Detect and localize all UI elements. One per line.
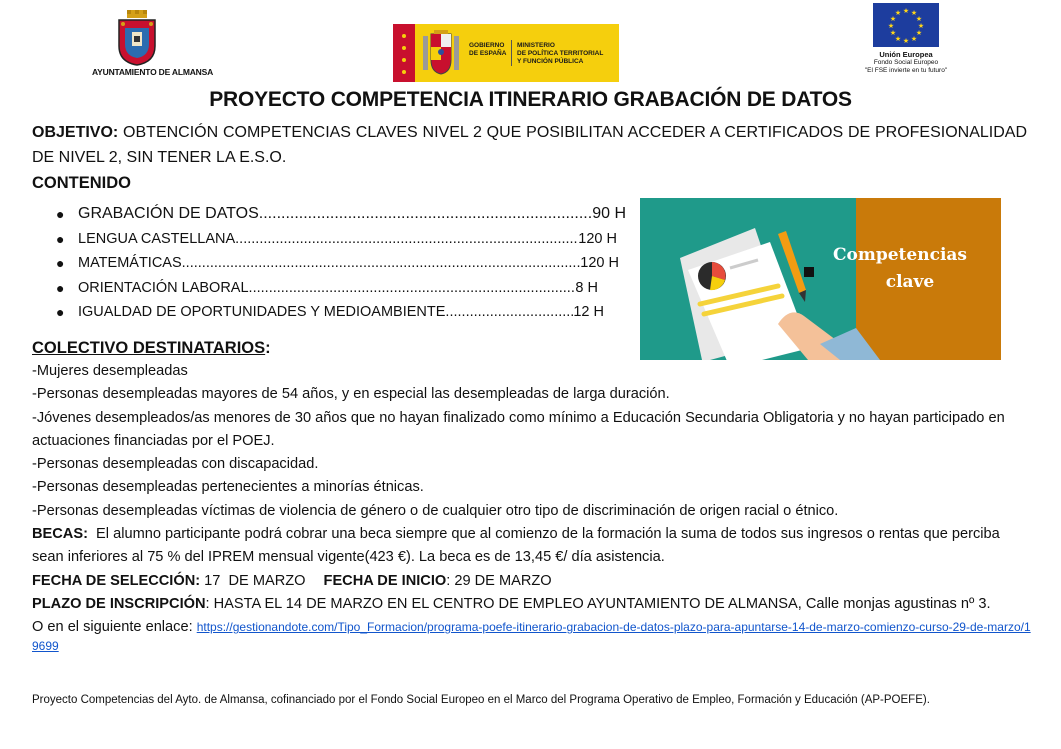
- ue-fund: Fondo Social Europeo: [873, 59, 939, 66]
- almansa-caption: AYUNTAMIENTO DE ALMANSA: [92, 67, 214, 77]
- becas-text: El alumno participante podrá cobrar una beca siempre que al comienzo de la formación la suma de todos sus ingresos o rentas que perciba sean inferiores al 75 % del IPREM mensual vigente(423 €). La beca es de 13,45 €/ día asistencia.: [32, 526, 1004, 566]
- ministerio-line3: Y FUNCIÓN PÚBLICA: [517, 58, 584, 65]
- course-name: MATEMÁTICAS: [78, 255, 182, 271]
- list-item: -Jóvenes desempleados/as menores de 30 años que no hayan finalizado como mínimo a Educación Secundaria Obligatoria y no hayan participado en actuaciones financiadas por el POEJ.: [32, 409, 1005, 449]
- objetivo-section: [32, 120, 1027, 170]
- ministerio-line2: DE POLÍTICA TERRITORIAL: [517, 50, 604, 57]
- course-name: GRABACIÓN DE DATOS: [78, 205, 259, 222]
- contenido-heading: CONTENIDO: [32, 174, 131, 192]
- ministerio-text: [517, 42, 603, 66]
- svg-text:★: ★: [894, 35, 902, 43]
- destinatarios-heading: [32, 339, 271, 358]
- plazo-text: : HASTA EL 14 DE MARZO EN EL CENTRO DE EMPLEO AYUNTAMIENTO DE ALMANSA, Calle monjas agustinas nº 3.: [205, 595, 991, 612]
- becas-paragraph: [32, 523, 1032, 570]
- competencias-clave-illustration: [640, 198, 1001, 360]
- leader-dots: [235, 227, 578, 252]
- svg-text:★: ★: [894, 9, 902, 17]
- course-hours: 12 H: [573, 304, 604, 320]
- svg-text:★: ★: [902, 37, 910, 45]
- bullet-icon: ●: [56, 255, 65, 271]
- destinatarios-label: COLECTIVO DESTINATARIOS: [32, 339, 266, 357]
- list-item: [56, 202, 626, 227]
- plazo-paragraph: [32, 593, 1032, 616]
- becas-label: BECAS:: [32, 526, 88, 543]
- list-item: [56, 300, 604, 325]
- pie-chart-icon: [698, 262, 726, 290]
- list-item: -Personas desempleadas mayores de 54 años, y en especial las desempleadas de larga duración.: [32, 386, 670, 403]
- enlace-paragraph: [32, 618, 1032, 656]
- course-hours: 90 H: [592, 205, 626, 222]
- enlace-prefix: O en el siguiente enlace:: [32, 619, 197, 636]
- destinatarios-colon: :: [265, 339, 271, 357]
- ue-motto: "El FSE invierte en tu futuro": [864, 67, 948, 74]
- bullet-icon: ●: [56, 206, 65, 222]
- objetivo-label: OBJETIVO:: [32, 124, 119, 141]
- gobierno-line1: GOBIERNO: [469, 42, 505, 49]
- leader-dots: [259, 202, 592, 227]
- leader-dots: [445, 300, 573, 325]
- illustration-line1: Competencias: [833, 245, 967, 265]
- svg-text:★: ★: [915, 15, 923, 23]
- svg-text:★: ★: [910, 9, 918, 17]
- course-name: ORIENTACIÓN LABORAL: [78, 279, 249, 296]
- bullet-icon: ●: [56, 230, 65, 247]
- illustration-line2: clave: [885, 272, 935, 292]
- svg-text:★: ★: [887, 22, 895, 30]
- fecha-seleccion-label: FECHA DE SELECCIÓN:: [32, 572, 201, 589]
- gobierno-espana-logo: [393, 24, 619, 82]
- gobierno-text: [469, 42, 506, 58]
- gobierno-line2: DE ESPAÑA: [469, 50, 507, 57]
- leader-dots: [182, 251, 581, 276]
- fecha-seleccion-value: 17 DE MARZO: [200, 572, 306, 589]
- red-flag-stripe: [393, 24, 415, 82]
- eu-flag-icon: [873, 3, 939, 47]
- list-item: -Mujeres desempleadas: [32, 363, 188, 379]
- course-list: [56, 202, 626, 325]
- fecha-inicio-label: FECHA DE INICIO: [323, 572, 447, 589]
- svg-text:★: ★: [902, 7, 910, 15]
- eu-star-circle-icon: [873, 3, 939, 47]
- bullet-icon: ●: [56, 279, 65, 296]
- body-block: [32, 360, 1032, 656]
- ministerio-line1: MINISTERIO: [517, 42, 555, 49]
- objetivo-text: OBTENCIÓN COMPETENCIAS CLAVES NIVEL 2 QUE POSIBILITAN ACCEDER A CERTIFICADOS DE PROFESIONALIDAD DE NIVEL 2, SIN TENER LA E.S.O.: [32, 124, 1027, 166]
- list-item: -Personas desempleadas víctimas de violencia de género o de cualquier otro tipo de discriminación de origen racial o étnico.: [32, 502, 839, 519]
- list-item: -Personas desempleadas pertenecientes a minorías étnicas.: [32, 479, 424, 496]
- page-title: PROYECTO COMPETENCIA ITINERARIO GRABACIÓN DE DATOS: [209, 88, 852, 111]
- plazo-label: PLAZO DE INSCRIPCIÓN: [32, 595, 206, 612]
- almansa-coat-of-arms-icon: [113, 8, 161, 66]
- list-item: [56, 276, 598, 301]
- registration-link[interactable]: https://gestionandote.com/Tipo_Formacion/programa-poefe-itinerario-grabacion-de-datos-plazo-para-apuntarse-14-de-marzo-comienzo-curso-29-de-marzo/19699: [32, 620, 1031, 654]
- course-name: LENGUA CASTELLANA: [78, 230, 236, 247]
- bullet-icon: ●: [56, 304, 65, 320]
- spain-coat-of-arms-icon: [421, 30, 461, 76]
- course-hours: 120 H: [578, 230, 617, 247]
- svg-text:★: ★: [889, 29, 897, 37]
- fechas-paragraph: [32, 570, 1032, 593]
- union-europea-logo: [846, 3, 966, 83]
- course-name: IGUALDAD DE OPORTUNIDADES Y MEDIOAMBIENTE: [78, 304, 446, 320]
- small-black-square: [804, 267, 814, 277]
- list-item: [56, 251, 619, 276]
- svg-text:★: ★: [915, 29, 923, 37]
- leader-dots: [249, 276, 576, 301]
- svg-text:★: ★: [910, 35, 918, 43]
- svg-text:★: ★: [917, 22, 925, 30]
- fecha-inicio-value: : 29 DE MARZO: [446, 572, 552, 589]
- svg-text:★: ★: [889, 15, 897, 23]
- logo-separator: [511, 40, 512, 66]
- eu-stars-icon: [393, 24, 415, 82]
- course-hours: 8 H: [575, 279, 598, 296]
- list-item: -Personas desempleadas con discapacidad.: [32, 456, 319, 473]
- list-item: [56, 227, 617, 252]
- course-hours: 120 H: [580, 255, 619, 271]
- footer-note: Proyecto Competencias del Ayto. de Almansa, cofinanciado por el Fondo Social Europeo en el Marco del Programa Operativo de Empleo, Formación y Educación (AP-POEFE).: [32, 694, 930, 706]
- ue-title: Unión Europea: [879, 50, 933, 59]
- ayuntamiento-almansa-logo: [92, 8, 214, 82]
